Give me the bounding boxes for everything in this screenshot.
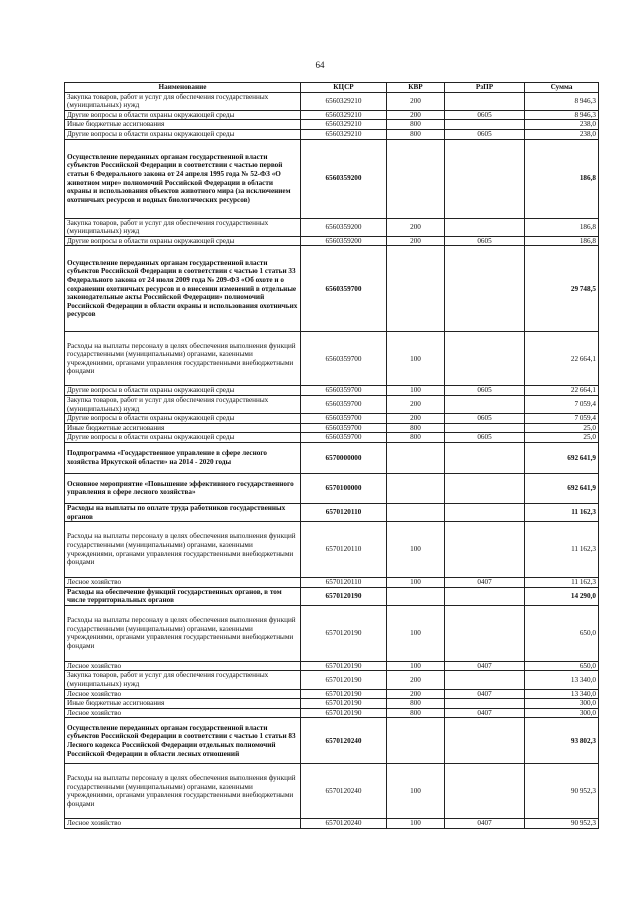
cell-kcsr: 6560359200: [301, 236, 387, 246]
cell-name: Осуществление переданных органам государственной власти субъектов Российской Федерации в соответствии с частью первой статьи 6 Федерального закона от 24 апреля 1995 года № 52-ФЗ «О животном мире» полномочий Российской Федерации в области охраны и использования объектов животного мира (за исключением охотничьих ресурсов и водных биологических ресурсов): [65, 139, 301, 218]
cell-name: Иные бюджетные ассигнования: [65, 120, 301, 130]
cell-name: Осуществление переданных органам государственной власти субъектов Российской Федерации в соответствии с частью 1 статьи 33 Федерального закона от 24 июля 2009 года № 209-ФЗ «Об охоте и о сохранении охотничьих ресурсов и о внесении изменений в отдельные законодательные акты Российской Федерации» полномочий Российской Федерации в области охраны и использования охотничьих ресурсов: [65, 246, 301, 332]
cell-kcsr: 6570120190: [301, 689, 387, 699]
cell-kvr: 200: [387, 414, 445, 424]
cell-sum: 7 059,4: [525, 395, 599, 413]
header-sum: Сумма: [525, 83, 599, 93]
cell-name: Осуществление переданных органам государственной власти субъектов Российской Федерации в соответствии с частью 1 статьи 83 Лесного кодекса Российской Федерации отдельных полномочий Российской Федерации в области лесных отношений: [65, 718, 301, 764]
table-row: [65, 764, 599, 819]
cell-kcsr: 6570100000: [301, 473, 387, 503]
table-row: [65, 129, 599, 139]
cell-kvr: 100: [387, 578, 445, 588]
header-kvr: КВР: [387, 83, 445, 93]
cell-rzpr: [445, 423, 525, 433]
cell-name: Лесное хозяйство: [65, 578, 301, 588]
cell-kvr: 800: [387, 120, 445, 130]
cell-kvr: 200: [387, 395, 445, 413]
cell-rzpr: [445, 473, 525, 503]
cell-kcsr: 6570120190: [301, 671, 387, 689]
cell-name: Другие вопросы в области охраны окружающей среды: [65, 110, 301, 120]
cell-kvr: 200: [387, 218, 445, 236]
cell-rzpr: [445, 587, 525, 605]
table-row: [65, 578, 599, 588]
cell-kcsr: 6570120190: [301, 708, 387, 718]
cell-kcsr: 6570120110: [301, 503, 387, 521]
cell-kvr: [387, 139, 445, 218]
cell-rzpr: 0605: [445, 386, 525, 396]
header-kcsr: КЦСР: [301, 83, 387, 93]
cell-kcsr: 6560329210: [301, 129, 387, 139]
cell-rzpr: 0407: [445, 661, 525, 671]
cell-kvr: 100: [387, 386, 445, 396]
table-row: [65, 139, 599, 218]
cell-rzpr: [445, 120, 525, 130]
cell-kvr: [387, 442, 445, 473]
cell-sum: 90 952,3: [525, 819, 599, 829]
cell-kcsr: 6570120110: [301, 522, 387, 578]
cell-sum: 8 946,3: [525, 110, 599, 120]
page-number: 64: [315, 60, 325, 70]
cell-sum: 7 059,4: [525, 414, 599, 424]
cell-sum: 692 641,9: [525, 473, 599, 503]
table-row: [65, 708, 599, 718]
table-row: [65, 246, 599, 332]
table-row: [65, 414, 599, 424]
table-row: [65, 503, 599, 521]
table-row: [65, 120, 599, 130]
cell-kcsr: 6560359700: [301, 414, 387, 424]
table-row: [65, 587, 599, 605]
cell-kvr: [387, 587, 445, 605]
cell-kcsr: 6560329210: [301, 92, 387, 110]
cell-kvr: 200: [387, 236, 445, 246]
cell-sum: 13 340,0: [525, 671, 599, 689]
cell-kcsr: 6560329210: [301, 110, 387, 120]
cell-kvr: 100: [387, 522, 445, 578]
table-row: [65, 442, 599, 473]
cell-sum: 14 290,0: [525, 587, 599, 605]
cell-rzpr: 0605: [445, 129, 525, 139]
table-row: [65, 473, 599, 503]
table-row: [65, 671, 599, 689]
table-row: [65, 605, 599, 661]
cell-kcsr: 6570120240: [301, 764, 387, 819]
cell-kcsr: 6560359700: [301, 386, 387, 396]
cell-kcsr: 6560359700: [301, 433, 387, 443]
cell-rzpr: [445, 503, 525, 521]
cell-rzpr: 0605: [445, 236, 525, 246]
cell-sum: 22 664,1: [525, 332, 599, 386]
cell-sum: 238,0: [525, 129, 599, 139]
cell-rzpr: 0407: [445, 819, 525, 829]
cell-name: Другие вопросы в области охраны окружающей среды: [65, 129, 301, 139]
cell-rzpr: 0407: [445, 708, 525, 718]
cell-kvr: 100: [387, 764, 445, 819]
table-row: [65, 395, 599, 413]
cell-sum: 8 946,3: [525, 92, 599, 110]
cell-rzpr: 0605: [445, 414, 525, 424]
cell-kcsr: 6560359700: [301, 246, 387, 332]
table-row: [65, 689, 599, 699]
cell-sum: 13 340,0: [525, 689, 599, 699]
cell-sum: 29 748,5: [525, 246, 599, 332]
cell-kcsr: 6560329210: [301, 120, 387, 130]
table-row: [65, 236, 599, 246]
cell-name: Другие вопросы в области охраны окружающей среды: [65, 414, 301, 424]
cell-kvr: 800: [387, 129, 445, 139]
cell-rzpr: 0605: [445, 110, 525, 120]
budget-table: [64, 82, 599, 829]
cell-kcsr: 6570120110: [301, 578, 387, 588]
cell-kvr: [387, 718, 445, 764]
cell-kcsr: 6560359700: [301, 423, 387, 433]
cell-name: Расходы на выплаты по оплате труда работников государственных органов: [65, 503, 301, 521]
table-row: [65, 433, 599, 443]
cell-sum: 692 641,9: [525, 442, 599, 473]
header-name: Наименование: [65, 83, 301, 93]
cell-kvr: 100: [387, 661, 445, 671]
cell-kcsr: 6570120190: [301, 661, 387, 671]
cell-rzpr: [445, 92, 525, 110]
cell-kcsr: 6570000000: [301, 442, 387, 473]
cell-name: Закупка товаров, работ и услуг для обеспечения государственных (муниципальных) нужд: [65, 218, 301, 236]
cell-kvr: 200: [387, 689, 445, 699]
cell-name: Расходы на обеспечение функций государственных органов, в том числе территориальных органов: [65, 587, 301, 605]
cell-rzpr: 0605: [445, 433, 525, 443]
cell-rzpr: [445, 699, 525, 709]
table-row: [65, 819, 599, 829]
table-row: [65, 522, 599, 578]
cell-name: Закупка товаров, работ и услуг для обеспечения государственных (муниципальных) нужд: [65, 671, 301, 689]
cell-sum: 11 162,3: [525, 503, 599, 521]
cell-kvr: 800: [387, 699, 445, 709]
cell-sum: 238,0: [525, 120, 599, 130]
cell-rzpr: [445, 139, 525, 218]
table-row: [65, 92, 599, 110]
cell-rzpr: [445, 332, 525, 386]
cell-name: Иные бюджетные ассигнования: [65, 699, 301, 709]
table-row: [65, 661, 599, 671]
cell-rzpr: [445, 605, 525, 661]
table-row: [65, 386, 599, 396]
table-row: [65, 699, 599, 709]
cell-kvr: 100: [387, 819, 445, 829]
table-row: [65, 423, 599, 433]
table-header-row: [65, 83, 599, 93]
cell-kvr: 800: [387, 433, 445, 443]
cell-rzpr: [445, 764, 525, 819]
cell-kvr: 200: [387, 671, 445, 689]
table-row: [65, 718, 599, 764]
cell-sum: 186,8: [525, 236, 599, 246]
cell-rzpr: 0407: [445, 578, 525, 588]
cell-kcsr: 6560359700: [301, 332, 387, 386]
cell-sum: 186,8: [525, 139, 599, 218]
cell-name: Иные бюджетные ассигнования: [65, 423, 301, 433]
cell-sum: 650,0: [525, 661, 599, 671]
cell-rzpr: [445, 246, 525, 332]
cell-kvr: [387, 473, 445, 503]
cell-name: Закупка товаров, работ и услуг для обеспечения государственных (муниципальных) нужд: [65, 395, 301, 413]
table-row: [65, 332, 599, 386]
header-rzpr: РзПР: [445, 83, 525, 93]
cell-name: Расходы на выплаты персоналу в целях обеспечения выполнения функций государственными (муниципальными) органами, казенными учреждениями, органами управления государственными внебюджетными фондами: [65, 332, 301, 386]
cell-name: Другие вопросы в области охраны окружающей среды: [65, 236, 301, 246]
cell-name: Лесное хозяйство: [65, 689, 301, 699]
cell-sum: 22 664,1: [525, 386, 599, 396]
cell-sum: 93 802,3: [525, 718, 599, 764]
cell-kcsr: 6570120190: [301, 605, 387, 661]
cell-name: Другие вопросы в области охраны окружающей среды: [65, 386, 301, 396]
cell-kvr: 100: [387, 605, 445, 661]
table-row: [65, 110, 599, 120]
cell-kvr: 800: [387, 423, 445, 433]
cell-kvr: 800: [387, 708, 445, 718]
cell-name: Закупка товаров, работ и услуг для обеспечения государственных (муниципальных) нужд: [65, 92, 301, 110]
cell-sum: 90 952,3: [525, 764, 599, 819]
cell-kcsr: 6560359200: [301, 139, 387, 218]
cell-kcsr: 6560359700: [301, 395, 387, 413]
cell-sum: 25,0: [525, 433, 599, 443]
cell-name: Расходы на выплаты персоналу в целях обеспечения выполнения функций государственными (муниципальными) органами, казенными учреждениями, органами управления государственными внебюджетными фондами: [65, 522, 301, 578]
cell-name: Лесное хозяйство: [65, 819, 301, 829]
cell-kcsr: 6570120190: [301, 587, 387, 605]
cell-kcsr: 6570120190: [301, 699, 387, 709]
cell-kvr: 200: [387, 110, 445, 120]
cell-kvr: 200: [387, 92, 445, 110]
cell-rzpr: [445, 522, 525, 578]
cell-sum: 300,0: [525, 708, 599, 718]
cell-kcsr: 6570120240: [301, 819, 387, 829]
cell-sum: 300,0: [525, 699, 599, 709]
cell-kvr: 100: [387, 332, 445, 386]
cell-kvr: [387, 503, 445, 521]
cell-name: Лесное хозяйство: [65, 708, 301, 718]
cell-rzpr: [445, 218, 525, 236]
cell-kcsr: 6560359200: [301, 218, 387, 236]
cell-sum: 25,0: [525, 423, 599, 433]
cell-rzpr: 0407: [445, 689, 525, 699]
cell-name: Расходы на выплаты персоналу в целях обеспечения выполнения функций государственными (муниципальными) органами, казенными учреждениями, органами управления государственными внебюджетными фондами: [65, 764, 301, 819]
cell-rzpr: [445, 671, 525, 689]
cell-name: Подпрограмма «Государственное управление в сфере лесного хозяйства Иркутской области» на 2014 - 2020 годы: [65, 442, 301, 473]
cell-sum: 650,0: [525, 605, 599, 661]
table-row: [65, 218, 599, 236]
cell-name: Расходы на выплаты персоналу в целях обеспечения выполнения функций государственными (муниципальными) органами, казенными учреждениями, органами управления государственными внебюджетными фондами: [65, 605, 301, 661]
cell-rzpr: [445, 442, 525, 473]
cell-sum: 11 162,3: [525, 522, 599, 578]
cell-rzpr: [445, 395, 525, 413]
cell-name: Другие вопросы в области охраны окружающей среды: [65, 433, 301, 443]
cell-kvr: [387, 246, 445, 332]
cell-name: Лесное хозяйство: [65, 661, 301, 671]
cell-rzpr: [445, 718, 525, 764]
cell-kcsr: 6570120240: [301, 718, 387, 764]
cell-name: Основное мероприятие «Повышение эффективного государственного управления в сфере лесного хозяйства»: [65, 473, 301, 503]
cell-sum: 186,8: [525, 218, 599, 236]
cell-sum: 11 162,3: [525, 578, 599, 588]
